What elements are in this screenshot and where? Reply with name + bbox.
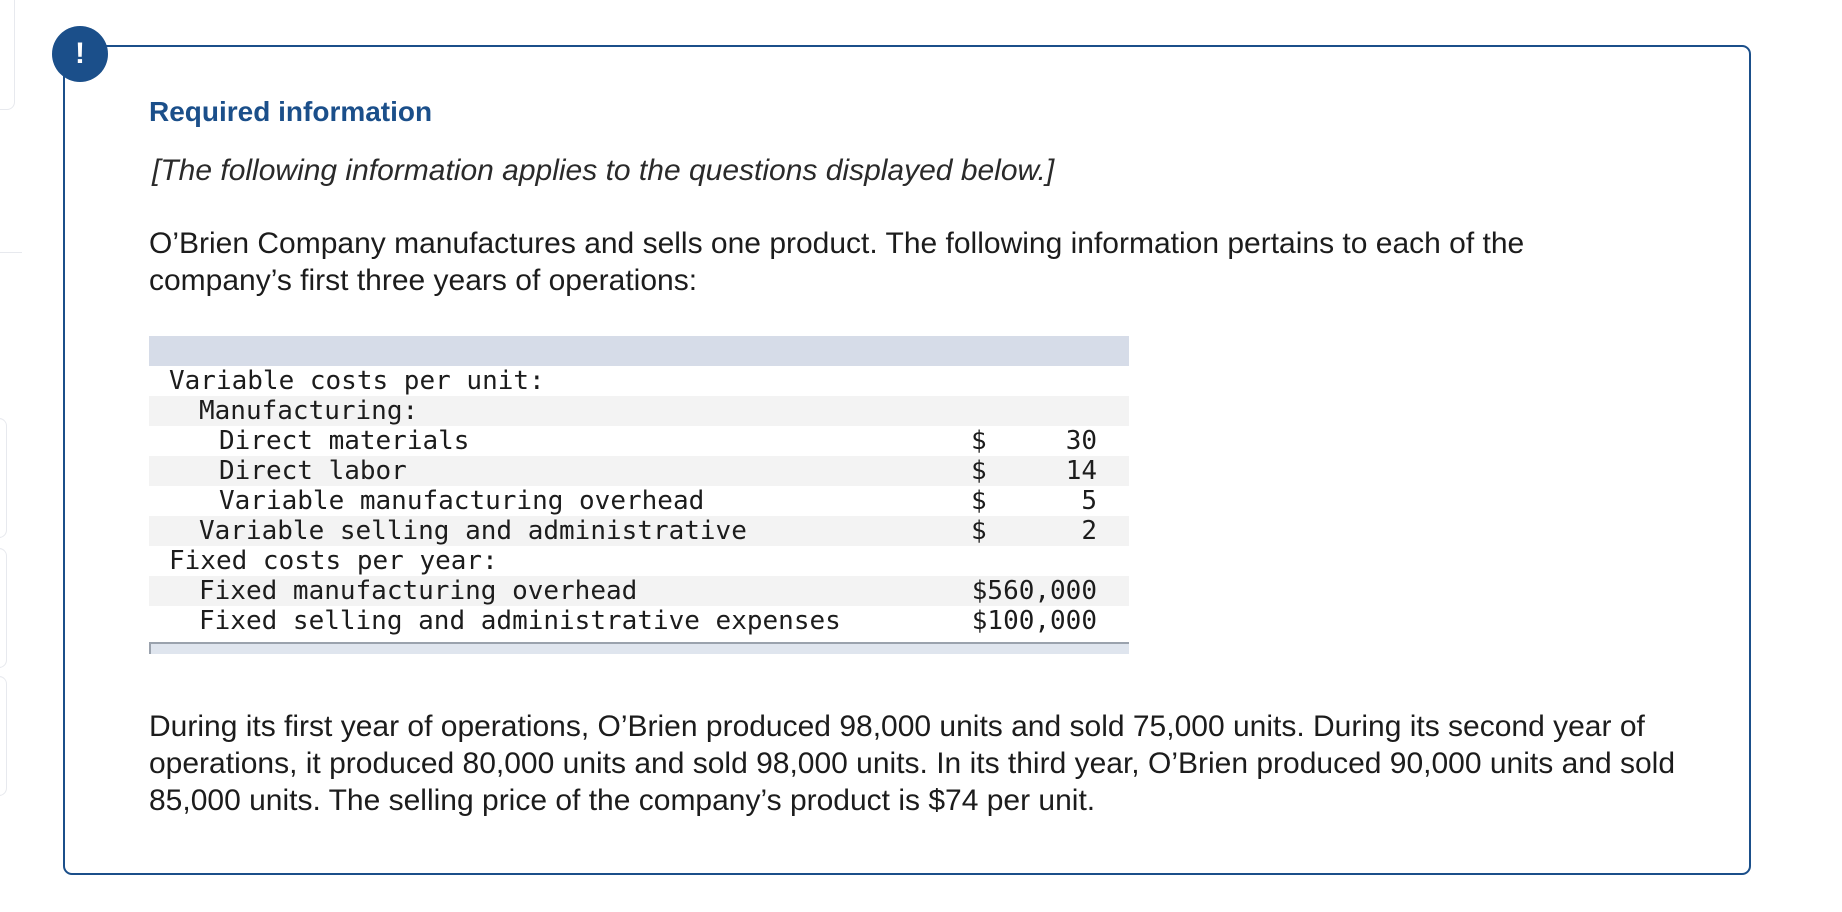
row-amount: $100,000 (971, 606, 1097, 636)
row-currency: $ (971, 456, 987, 486)
row-label: Variable manufacturing overhead (219, 486, 705, 516)
table-row (149, 606, 1129, 636)
row-label: Manufacturing: (199, 396, 419, 426)
row-amount: 14 (1065, 456, 1097, 486)
intro-paragraph: O’Brien Company manufactures and sells one product. The following information pertains to each of the company’s first three years of operations: (149, 227, 1525, 297)
row-label: Direct materials (219, 426, 470, 456)
row-label: Direct labor (219, 456, 407, 486)
table-row (149, 456, 1129, 486)
side-panel-edge (0, 418, 7, 538)
closing-paragraph: During its first year of operations, O’Brien produced 98,000 units and sold 75,000 units. During its second year of operations, it produced 80,000 units and sold 98,000 units. In its third year, O’Brien produced 90,000 units and sold 85,000 units. The selling price of the company’s product is $74 per unit. (149, 710, 1676, 817)
row-label: Fixed manufacturing overhead (199, 576, 638, 606)
table-header-band (149, 336, 1129, 366)
exclamation-icon: ! (52, 26, 108, 82)
table-row (149, 426, 1129, 456)
side-panel-edge (0, 548, 7, 668)
table-row (149, 366, 1129, 396)
row-label: Variable costs per unit: (169, 366, 545, 396)
table-row (149, 516, 1129, 546)
row-label: Fixed selling and administrative expenses (199, 606, 841, 636)
cost-table (149, 336, 1129, 654)
row-label: Variable selling and administrative (199, 516, 747, 546)
row-currency: $ (971, 516, 987, 546)
table-row (149, 396, 1129, 426)
table-row (149, 486, 1129, 516)
side-panel-edge (0, 0, 15, 110)
row-amount: 30 (1065, 426, 1097, 456)
row-amount: 2 (1081, 516, 1097, 546)
row-label: Fixed costs per year: (169, 546, 498, 576)
required-info-title: Required information (149, 96, 433, 127)
row-amount: $560,000 (971, 576, 1097, 606)
side-panel-edge (0, 676, 7, 796)
row-amount: 5 (1081, 486, 1097, 516)
table-row (149, 576, 1129, 606)
table-footer-band (149, 642, 1129, 654)
table-row (149, 546, 1129, 576)
row-currency: $ (971, 486, 987, 516)
side-divider (0, 252, 22, 253)
row-currency: $ (971, 426, 987, 456)
applies-note: [The following information applies to the questions displayed below.] (152, 154, 1055, 187)
